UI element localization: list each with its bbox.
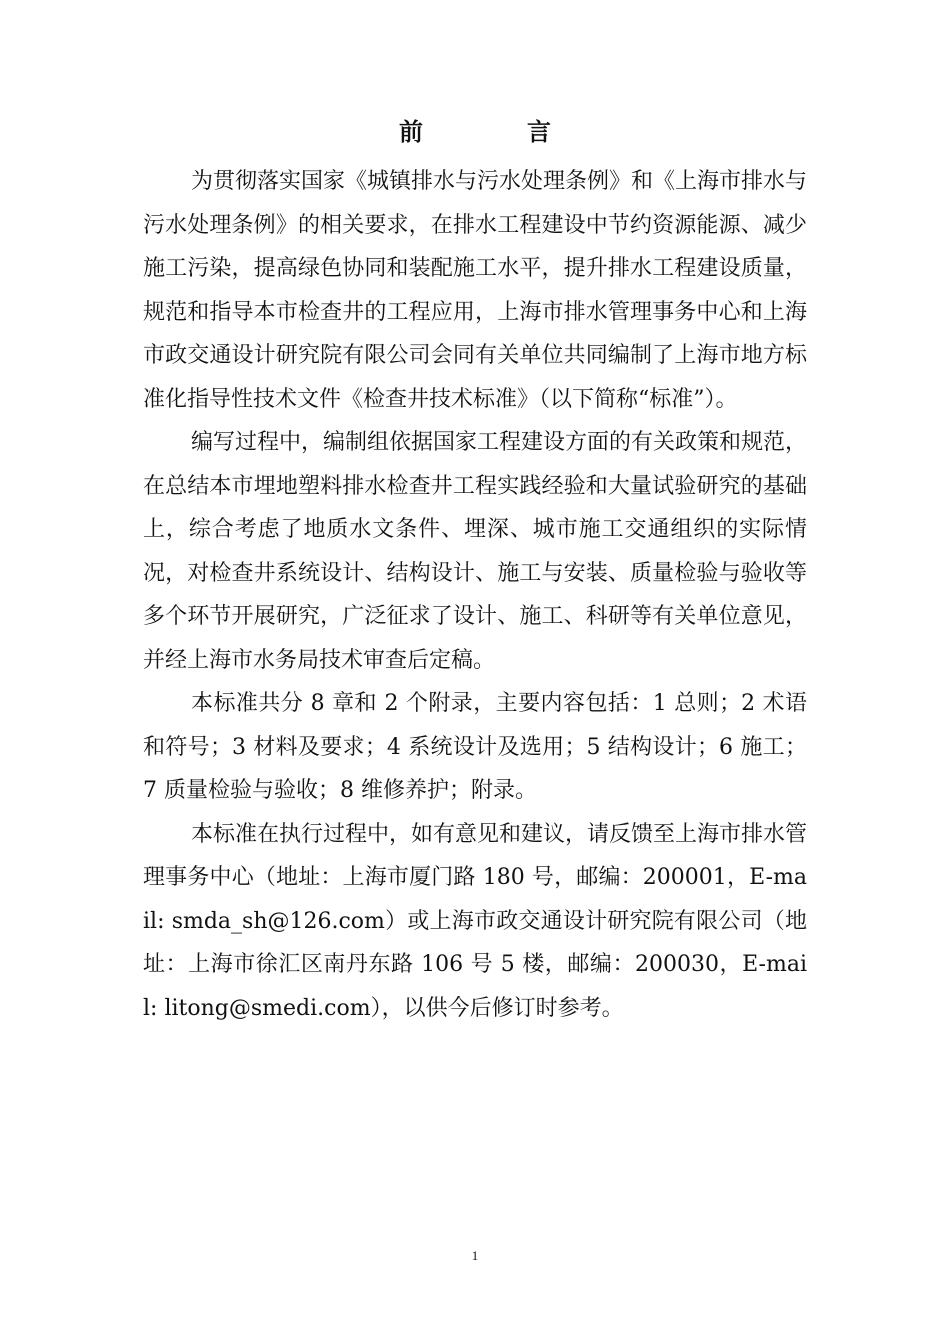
- paragraph-contents: 本标准共分 8 章和 2 个附录，主要内容包括：1 总则；2 术语和符号；3 材料及要求；4 系统设计及选用；5 结构设计；6 施工；7 质量检验与验收；8 维修养护；附录。: [143, 691, 807, 803]
- page-number: 1: [471, 1248, 479, 1263]
- body-text: [143, 160, 807, 1030]
- page-title: 前 言: [399, 117, 591, 146]
- paragraph-process: 编写过程中，编制组依据国家工程建设方面的有关政策和规范，在总结本市埋地塑料排水检查井工程实践经验和大量试验研究的基础上，综合考虑了地质水文条件、埋深、城市施工交通组织的实际情况，对检查井系统设计、结构设计、施工与安装、质量检验与验收等多个环节开展研究，广泛征求了设计、施工、科研等有关单位意见，并经上海市水务局技术审查后定稿。: [143, 430, 808, 673]
- paragraph-purpose: 为贯彻落实国家《城镇排水与污水处理条例》和《上海市排水与污水处理条例》的相关要求，在排水工程建设中节约资源能源、减少施工污染，提高绿色协同和装配施工水平，提升排水工程建设质量，规范和指导本市检查井的工程应用，上海市排水管理事务中心和上海市政交通设计研究院有限公司会同有关单位共同编制了上海市地方标准化指导性技术文件《检查井技术标准》（以下简称“标准”）。: [143, 169, 808, 412]
- paragraph-feedback: 本标准在执行过程中，如有意见和建议，请反馈至上海市排水管理事务中心（地址：上海市厦门路 180 号，邮编：200001，E-mail: smda_sh@126.com）或上海市政交通设计研究院有限公司（地址：上海市徐汇区南丹东路 106 号 5 楼，邮编：200030，E-mail: litong@smedi.com），以供今后修订时参考。: [143, 821, 808, 1021]
